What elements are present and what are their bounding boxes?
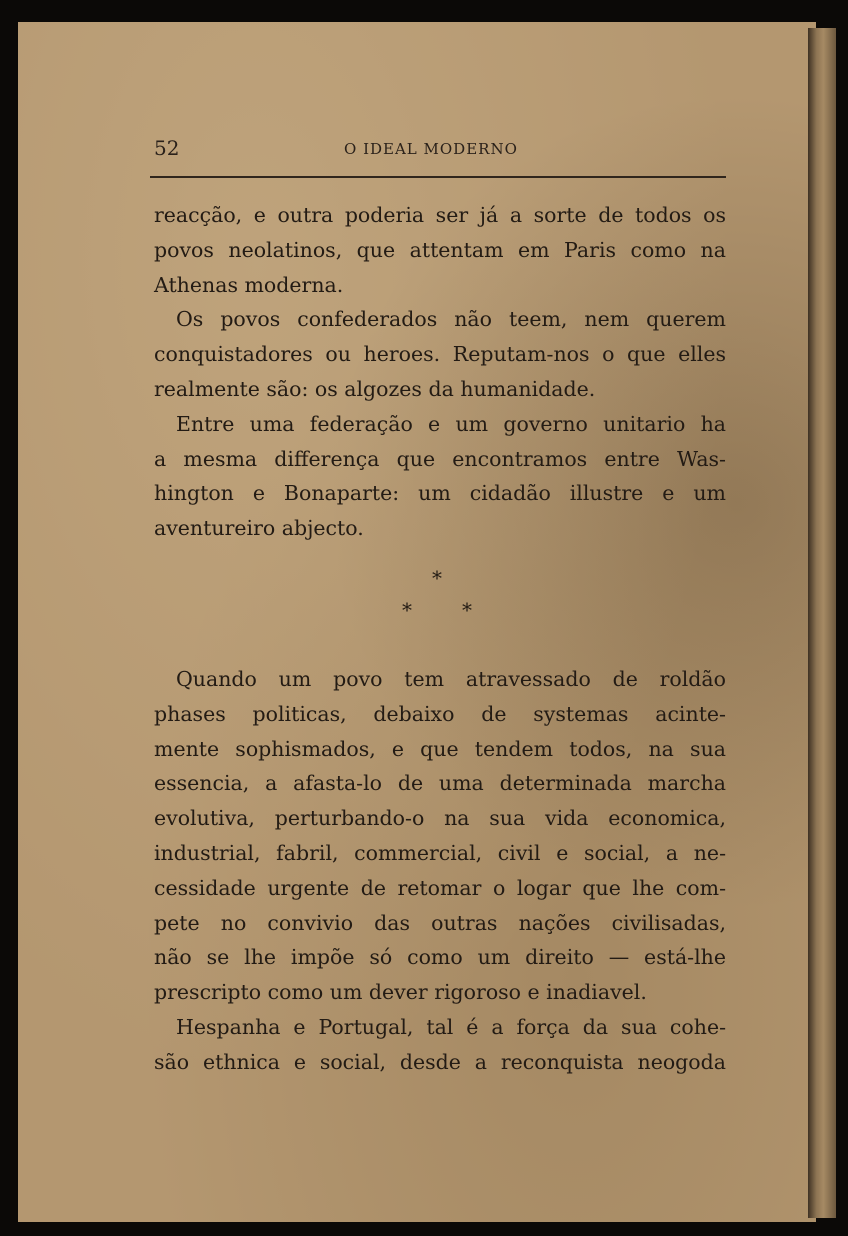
running-title: O IDEAL MODERNO (344, 140, 518, 158)
header-rule (150, 176, 726, 178)
text-line: evolutiva, perturbando-o na sua vida economica, (154, 806, 726, 831)
text-line: conquistadores ou heroes. Reputam-nos o que elles (154, 342, 726, 367)
text-line: prescripto como um dever rigoroso e inadiavel. (154, 980, 647, 1005)
text-line: mente sophismados, e que tendem todos, na sua (154, 736, 726, 761)
text-line: Entre uma federação e um governo unitario ha (176, 411, 726, 436)
text-line: industrial, fabril, commercial, civil e social, a ne- (154, 840, 726, 865)
text-line: a mesma differença que encontramos entre Was- (154, 446, 726, 471)
running-header (154, 134, 724, 164)
asterisk: * (462, 598, 472, 622)
text-line: Os povos confederados não teem, nem querem (176, 307, 726, 332)
paragraph-block-1 (154, 198, 726, 546)
text-line: realmente são: os algozes da humanidade. (154, 376, 596, 401)
text-line: Athenas moderna. (154, 272, 344, 297)
asterisk: * (432, 566, 442, 590)
text-line: phases politicas, debaixo de systemas acinte- (154, 701, 726, 726)
text-line: aventureiro abjecto. (154, 516, 364, 541)
asterisk: * (402, 598, 412, 622)
text-line: não se lhe impõe só como um direito — está-lhe (154, 945, 726, 970)
text-line: Quando um povo tem atravessado de roldão (176, 667, 726, 691)
text-line: povos neolatinos, que attentam em Paris como na (154, 237, 726, 262)
page-number: 52 (154, 136, 180, 160)
paragraph-block-2 (154, 662, 726, 1080)
text-line: Hespanha e Portugal, tal é a força da sua cohe- (176, 1014, 726, 1039)
text-line: cessidade urgente de retomar o logar que lhe com- (154, 875, 726, 900)
text-line: são ethnica e social, desde a reconquista neogoda (154, 1049, 726, 1074)
section-separator (380, 566, 500, 636)
page-edge (808, 28, 836, 1218)
text-line: essencia, a afasta-lo de uma determinada marcha (154, 771, 726, 796)
text-line: hington e Bonaparte: um cidadão illustre e um (154, 481, 726, 506)
text-line: reacção, e outra poderia ser já a sorte de todos os (154, 203, 726, 227)
text-line: pete no convivio das outras nações civilisadas, (154, 910, 726, 935)
